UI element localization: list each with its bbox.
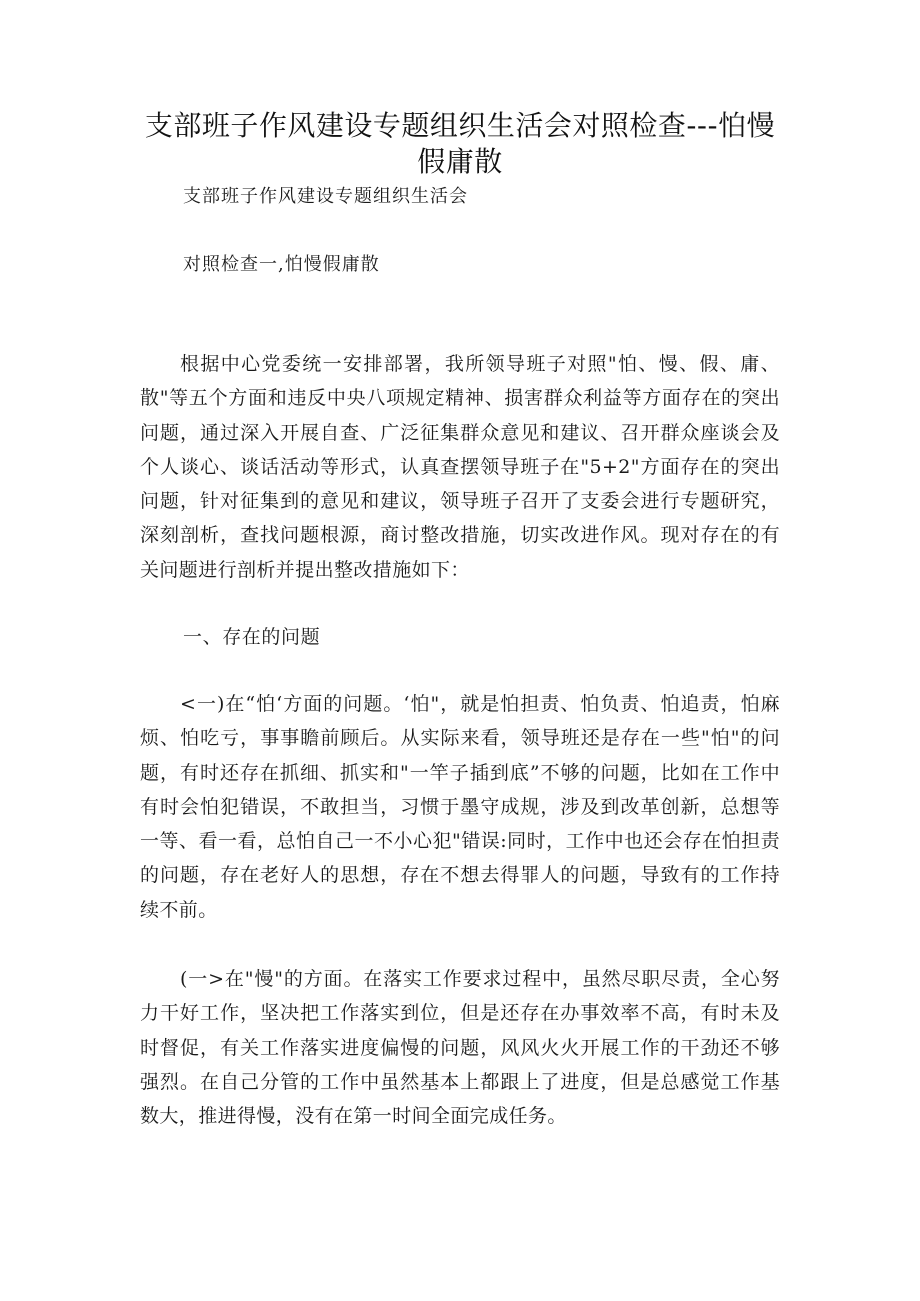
subtitle-check: 对照检查一,怕慢假庸散 [183, 254, 380, 275]
subtitle-meeting: 支部班子作风建设专题组织生活会 [183, 186, 468, 207]
paragraph-slow: (一>在"慢"的方面。在落实工作要求过程中，虽然尽职尽责，全心努力干好工作，坚决把工作落实到位，但是还存在办事效率不高，有时未及时督促，有关工作落实进度偏慢的问题，风风火火开展工作的干劲还不够强烈。在自己分管的工作中虽然基本上都跟上了进度，但是总感觉工作基数大，推进得慢，没有在第一时间全面完成任务。 [140, 968, 780, 1128]
paragraph-fear: <一)在“怕‘方面的问题。‘怕"，就是怕担责、怕负责、怕追责，怕麻烦、怕吃亏，事事瞻前顾后。从实际来看，领导班还是存在一些"怕"的问题，有时还存在抓细、抓实和"一竿子插到底”不够的问题，比如在工作中有时会怕犯错误，不敢担当，习惯于墨守成规，涉及到改革创新，总想等一等、看一看，总怕自己一不小心犯"错误:同时，工作中也还会存在怕担责的问题，存在老好人的思想，存在不想去得罪人的问题，导致有的工作持续不前。 [140, 693, 780, 921]
intro-paragraph: 根据中心党委统一安排部署，我所领导班子对照"怕、慢、假、庸、散"等五个方面和违反中央八项规定精神、损害群众利益等方面存在的突出问题，通过深入开展自查、广泛征集群众意见和建议、召开群众座谈会及个人谈心、谈话活动等形式，认真查摆领导班子在"5+2"方面存在的突出问题，针对征集到的意见和建议，领导班子召开了支委会进行专题研究，深刻剖析，查找问题根源，商讨整改措施，切实改进作风。现对存在的有关问题进行剖析并提出整改措施如下： [140, 353, 780, 581]
section-heading: 一、存在的问题 [183, 626, 321, 648]
document-title: 支部班子作风建设专题组织生活会对照检查---怕慢假庸散 [144, 109, 776, 178]
